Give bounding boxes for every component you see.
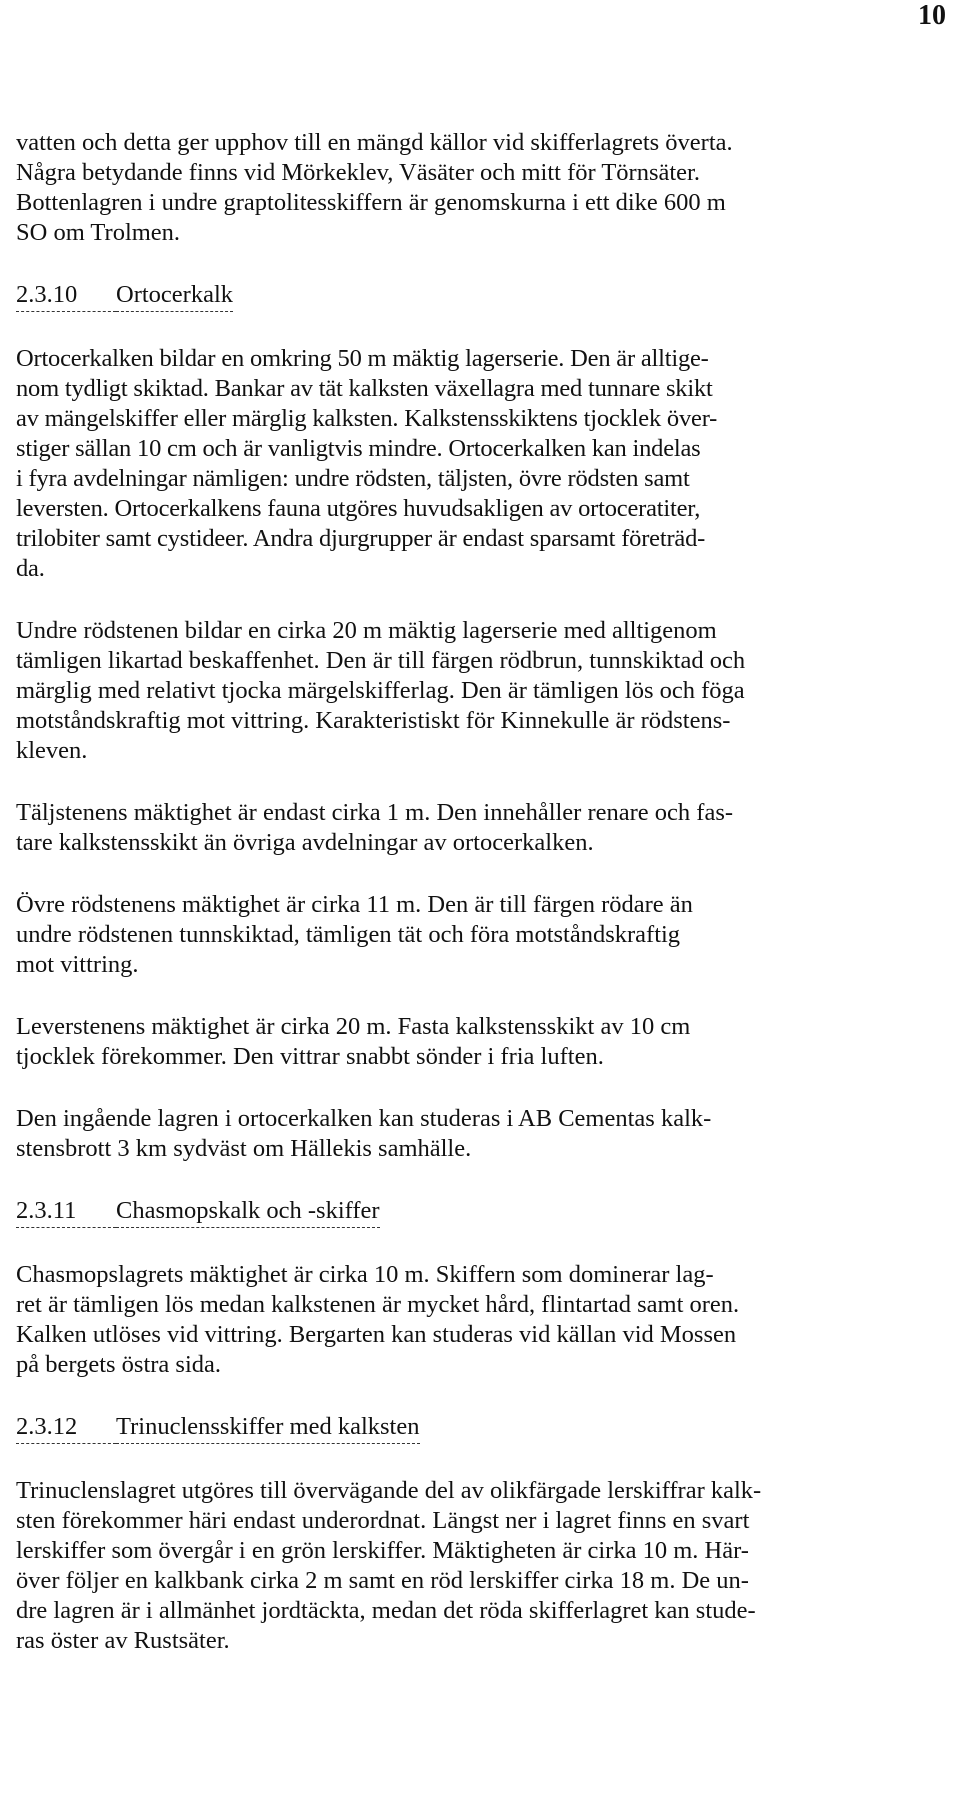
text-line: över följer en kalkbank cirka 2 m samt en röd lerskiffer cirka 18 m. De un- <box>16 1567 749 1594</box>
text-line: på bergets östra sida. <box>16 1351 222 1378</box>
text-line: trilobiter samt cystideer. Andra djurgrupper är endast sparsamt företräd- <box>16 525 706 552</box>
section-number: 2.3.10 <box>16 280 116 312</box>
text-line: undre rödstenen tunnskiktad, tämligen tät och föra motståndskraftig <box>16 921 681 948</box>
paragraph <box>16 128 916 248</box>
text-line: da. <box>16 555 45 582</box>
text-line: Ortocerkalken bildar en omkring 50 m mäktig lagerserie. Den är alltige- <box>16 345 709 372</box>
section-title: Trinuclensskiffer med kalksten <box>116 1412 420 1444</box>
paragraph <box>16 1012 916 1072</box>
section-number: 2.3.11 <box>16 1196 116 1228</box>
text-line: Bottenlagren i undre graptolitesskiffern är genomskurna i ett dike 600 m <box>16 189 726 216</box>
section-title: Ortocerkalk <box>116 280 233 312</box>
text-line: vatten och detta ger upphov till en mängd källor vid skifferlagrets överta. <box>16 129 733 156</box>
paragraph <box>16 798 916 858</box>
section-title: Chasmopskalk och -skiffer <box>116 1196 380 1228</box>
paragraph <box>16 1260 916 1380</box>
text-line: SO om Trolmen. <box>16 219 181 246</box>
paragraph <box>16 1104 916 1164</box>
text-line: Trinuclenslagret utgöres till övervägande del av olikfärgade lerskiffrar kalk- <box>16 1477 762 1504</box>
text-line: nom tydligt skiktad. Bankar av tät kalksten växellagra med tunnare skikt <box>16 375 713 402</box>
paragraph <box>16 344 916 584</box>
text-line: tjocklek förekommer. Den vittrar snabbt sönder i fria luften. <box>16 1043 604 1070</box>
document-body <box>16 128 916 1688</box>
text-line: Några betydande finns vid Mörkeklev, Väsäter och mitt för Törnsäter. <box>16 159 700 186</box>
paragraph <box>16 616 916 766</box>
text-line: Den ingående lagren i ortocerkalken kan studeras i AB Cementas kalk- <box>16 1105 712 1132</box>
section-heading <box>16 280 916 312</box>
text-line: av mängelskiffer eller märglig kalksten. Kalkstensskiktens tjocklek över- <box>16 405 718 432</box>
text-line: motståndskraftig mot vittring. Karakteristiskt för Kinnekulle är rödstens- <box>16 707 731 734</box>
section-heading <box>16 1412 916 1444</box>
text-line: Leverstenens mäktighet är cirka 20 m. Fasta kalkstensskikt av 10 cm <box>16 1013 691 1040</box>
text-line: kleven. <box>16 737 88 764</box>
text-line: Övre rödstenens mäktighet är cirka 11 m. Den är till färgen rödare än <box>16 891 693 918</box>
text-line: tämligen likartad beskaffenhet. Den är till färgen rödbrun, tunnskiktad och <box>16 647 746 674</box>
text-line: stensbrott 3 km sydväst om Hällekis samhälle. <box>16 1135 472 1162</box>
text-line: tare kalkstensskikt än övriga avdelningar av ortocerkalken. <box>16 829 594 856</box>
text-line: leversten. Ortocerkalkens fauna utgöres huvudsakligen av ortoceratiter, <box>16 495 701 522</box>
text-line: stiger sällan 10 cm och är vanligtvis mindre. Ortocerkalken kan indelas <box>16 435 701 462</box>
section-heading <box>16 1196 916 1228</box>
text-line: Täljstenens mäktighet är endast cirka 1 m. Den innehåller renare och fas- <box>16 799 734 826</box>
page-number: 10 <box>918 0 946 31</box>
section-number: 2.3.12 <box>16 1412 116 1444</box>
text-line: Undre rödstenen bildar en cirka 20 m mäktig lagerserie med alltigenom <box>16 617 717 644</box>
text-line: Kalken utlöses vid vittring. Bergarten kan studeras vid källan vid Mossen <box>16 1321 737 1348</box>
text-line: mot vittring. <box>16 951 139 978</box>
text-line: i fyra avdelningar nämligen: undre rödsten, täljsten, övre rödsten samt <box>16 465 690 492</box>
text-line: lerskiffer som övergår i en grön lerskiffer. Mäktigheten är cirka 10 m. Här- <box>16 1537 749 1564</box>
text-line: dre lagren är i allmänhet jordtäckta, medan det röda skifferlagret kan stude- <box>16 1597 756 1624</box>
paragraph <box>16 890 916 980</box>
text-line: ret är tämligen lös medan kalkstenen är mycket hård, flintartad samt oren. <box>16 1291 740 1318</box>
paragraph <box>16 1476 916 1656</box>
text-line: ras öster av Rustsäter. <box>16 1627 230 1654</box>
text-line: sten förekommer häri endast underordnat. Längst ner i lagret finns en svart <box>16 1507 750 1534</box>
text-line: Chasmopslagrets mäktighet är cirka 10 m. Skiffern som dominerar lag- <box>16 1261 714 1288</box>
text-line: märglig med relativt tjocka märgelskifferlag. Den är tämligen lös och föga <box>16 677 745 704</box>
